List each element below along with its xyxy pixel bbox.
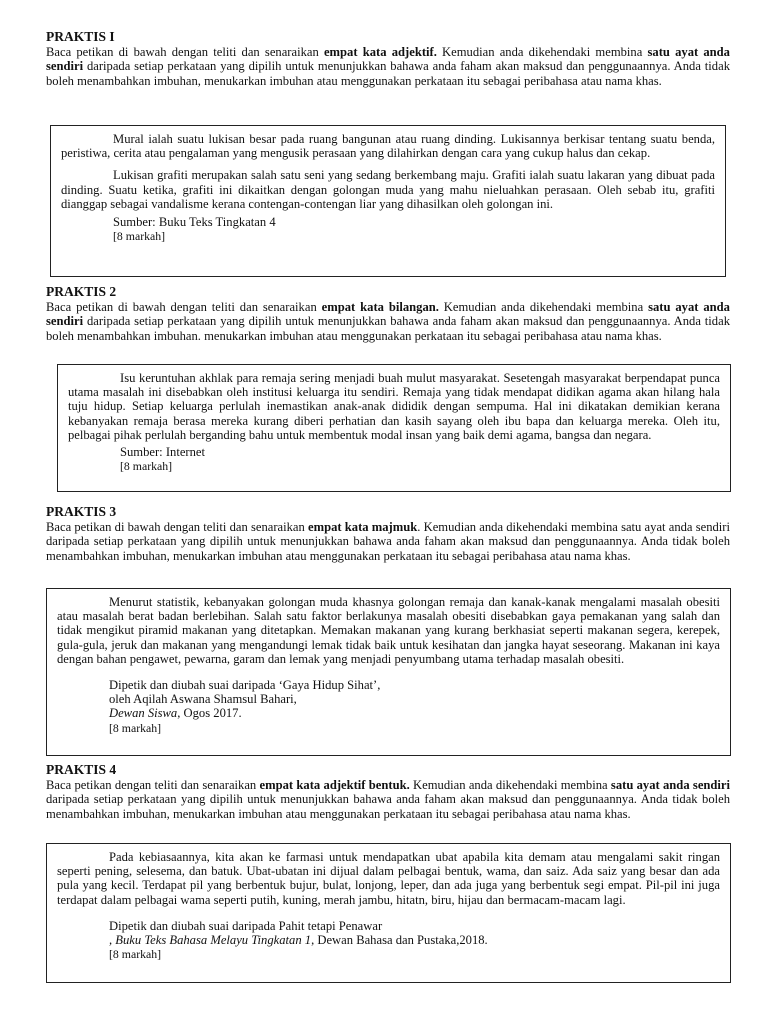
instruction-text: daripada setiap perkataan yang dipilih untuk menunjukkan bahawa anda faham akan maksud dan penggunaannya. Anda tidak boleh menambahkan imbuhan, menukarkan imbuhan atau menggunakan perkataan itu sebagai peribahasa atau nama khas.: [46, 59, 730, 88]
instruction-text: Baca petikan di bawah dengan teliti dan senaraikan: [46, 45, 324, 60]
praktis-4-instruction: [46, 778, 730, 821]
instruction-keyword: satu ayat anda sendiri: [46, 300, 730, 329]
passage-source: Sumber: Internet: [120, 445, 205, 460]
praktis-3-section: [46, 505, 730, 563]
passage-source-line-2: oleh Aqilah Aswana Shamsul Bahari,: [109, 692, 297, 707]
instruction-text: Baca petikan di bawah dengan teliti dan senaraikan: [46, 300, 322, 315]
praktis-1-heading: PRAKTIS I: [46, 29, 115, 44]
passage-source-line-1: Dipetik dan diubah suai daripada ‘Gaya Hidup Sihat’,: [109, 678, 381, 693]
marks-label: [8 markah]: [113, 229, 166, 244]
instruction-text: Kemudian anda dikehendaki membina: [436, 45, 648, 60]
praktis-4-section: [46, 763, 730, 821]
instruction-text: Baca petikan di bawah dengan teliti dan senaraikan: [46, 520, 308, 535]
instruction-text: Baca petikan dengan teliti dan senaraikan: [46, 778, 260, 793]
praktis-3-passage-box: [46, 588, 731, 756]
instruction-keyword: empat kata adjektif bentuk.: [259, 778, 410, 793]
instruction-keyword: satu ayat anda sendiri: [46, 45, 730, 74]
instruction-keyword: empat kata majmuk: [308, 520, 418, 535]
praktis-2-instruction: [46, 300, 730, 343]
praktis-4-passage-box: [46, 843, 731, 983]
passage-paragraph: Isu keruntuhan akhlak para remaja sering menjadi buah mulut masyarakat. Sesetengah masyarakat berpendapat punca utama masalah ini disebabkan oleh institusi keluarga itu sendiri. Remaja yang tidak mendapat didikan agama akan hilang hala tuju hidup. Setiap keluarga perlulah inemastikan anak-anak dididik dengan sempuma. Hal ini dikatakan demikian kerana kebanyakan remaja berasa mereka kurang diberi perhatian dan kasih sayang oleh ibu bapa dan keluarga mereka. Oleh itu, pelbagai pihak perlulah berganding bahu untuk membentuk modal insan yang baik demi agama, bangsa dan negara.: [68, 371, 720, 442]
praktis-1-section: [46, 30, 730, 88]
praktis-2-section: [46, 285, 730, 343]
praktis-1-instruction: [46, 45, 730, 88]
instruction-text: Kemudian anda dikehendaki membina: [438, 300, 649, 315]
passage-paragraph: Pada kebiasaannya, kita akan ke farmasi untuk mendapatkan ubat apabila kita demam atau mengalami sakit ringan seperti pening, selesema, dan batuk. Ubat-ubatan ini dijual dalam pelbagai bentuk, wama, dan saiz. Ada saiz yang besar dan ada pula yang kecil. Terdapat pil yang berbentuk bujur, bulat, lonjong, leper, dan ada juga yang berbentuk segi empat. Pil-pil ini juga terdapat dalam pelbagai wama seperti putih, kuning, merah jambu, hitatn, biru, hijau dan bermacam-macam lagi.: [57, 850, 720, 907]
passage-source-line-3: [57, 706, 720, 720]
praktis-2-heading: PRAKTIS 2: [46, 284, 117, 299]
instruction-text: daripada setiap perkataan yang dipilih untuk menunjukkan bahawa anda faham akan maksud dan penggunaannya. Anda tidak boleh menambahkan imbuhan, menukarkan imbuhan atau menggunakan perkataan itu sebagai peribahasa atau nama khas.: [46, 792, 730, 821]
marks-label: [8 markah]: [109, 947, 162, 962]
instruction-text: daripada setiap perkataan yang dipilih untuk menunjukkan bahawa anda faham akan maksud dan penggunaannya. Anda tidak boleh menambahkan imbuhan. menukarkan imbuhan atau menggunakan perkataan itu sebagai peribahasa atau nama khas.: [46, 314, 730, 343]
marks-label: [8 markah]: [120, 459, 173, 474]
instruction-keyword: empat kata adjektif.: [323, 45, 437, 60]
passage-paragraph: Menurut statistik, kebanyakan golongan muda khasnya golongan remaja dan kanak-kanak mengalami masalah obesiti atau masalah berat badan berlebihan. Salah satu faktor berlakunya masalah obesiti disebabkan gaya pemakanan yang salah dan tidak mengikut piramid makanan yang ditetapkan. Memakan makanan yang kurang berkhasiat seperti makanan segera, kerepek, gula-gula, jeruk dan makanan yang mengandungi lemak tidak baik untuk kesihatan dan jangka hayat seseorang. Makanan ini kaya dengan bahan pengawet, pewarna, garam dan lemak yang menjadi penyumbang utama terhadap masalah obesiti.: [57, 595, 720, 666]
praktis-1-passage-box: [50, 125, 726, 277]
publication-date: , Ogos 2017.: [177, 706, 242, 721]
passage-paragraph: Lukisan grafiti merupakan salah satu seni yang sedang berkembang maju. Grafiti ialah suatu lakaran yang dibuat pada dinding. Suatu ketika, grafiti ini dikaitkan dengan golongan muda yang mahu nieluahkan perasaan. Oleh sebab itu, grafiti dianggap sebagai vandalisme kerana contengan-contengan liar yang dihasilkan oleh golongan ini.: [61, 168, 715, 211]
instruction-text: Kemudian anda dikehendaki membina: [409, 778, 611, 793]
passage-source: Sumber: Buku Teks Tingkatan 4: [113, 215, 276, 230]
instruction-keyword: satu ayat anda sendiri: [610, 778, 730, 793]
passage-paragraph: Mural ialah suatu lukisan besar pada ruang bangunan atau ruang dinding. Lukisannya berkisar tentang suatu benda, peristiwa, cerita atau pengalaman yang mengusik perasaan yang dilahirkan dengan cara yang cukup halus dan cekap.: [61, 132, 715, 161]
marks-label: [8 markah]: [109, 720, 162, 735]
praktis-3-instruction: [46, 520, 730, 563]
publication-title: Dewan Siswa: [109, 706, 178, 721]
instruction-keyword: empat kata bilangan.: [321, 300, 439, 315]
passage-source-line-1: Dipetik dan diubah suai daripada Pahit tetapi Penawar: [109, 918, 383, 933]
praktis-3-heading: PRAKTIS 3: [46, 504, 117, 519]
praktis-4-heading: PRAKTIS 4: [46, 762, 117, 777]
passage-source-line-2: [57, 933, 720, 947]
praktis-2-passage-box: [57, 364, 731, 492]
publication-title: , Buku Teks Bahasa Melayu Tingkatan 1: [109, 933, 312, 948]
publication-details: , Dewan Bahasa dan Pustaka,2018.: [311, 933, 488, 948]
instruction-text: . Kemudian anda dikehendaki membina satu ayat anda sendiri daripada setiap perkataan yang dipilih untuk menunjukkan bahawa anda faham akan maksud dan penggunaannya. Anda tidak boleh menambahkan imbuhan, menukarkan imbuhan atau menggunakan perkataan itu sebagai peribahasa atau nama khas.: [46, 520, 730, 563]
